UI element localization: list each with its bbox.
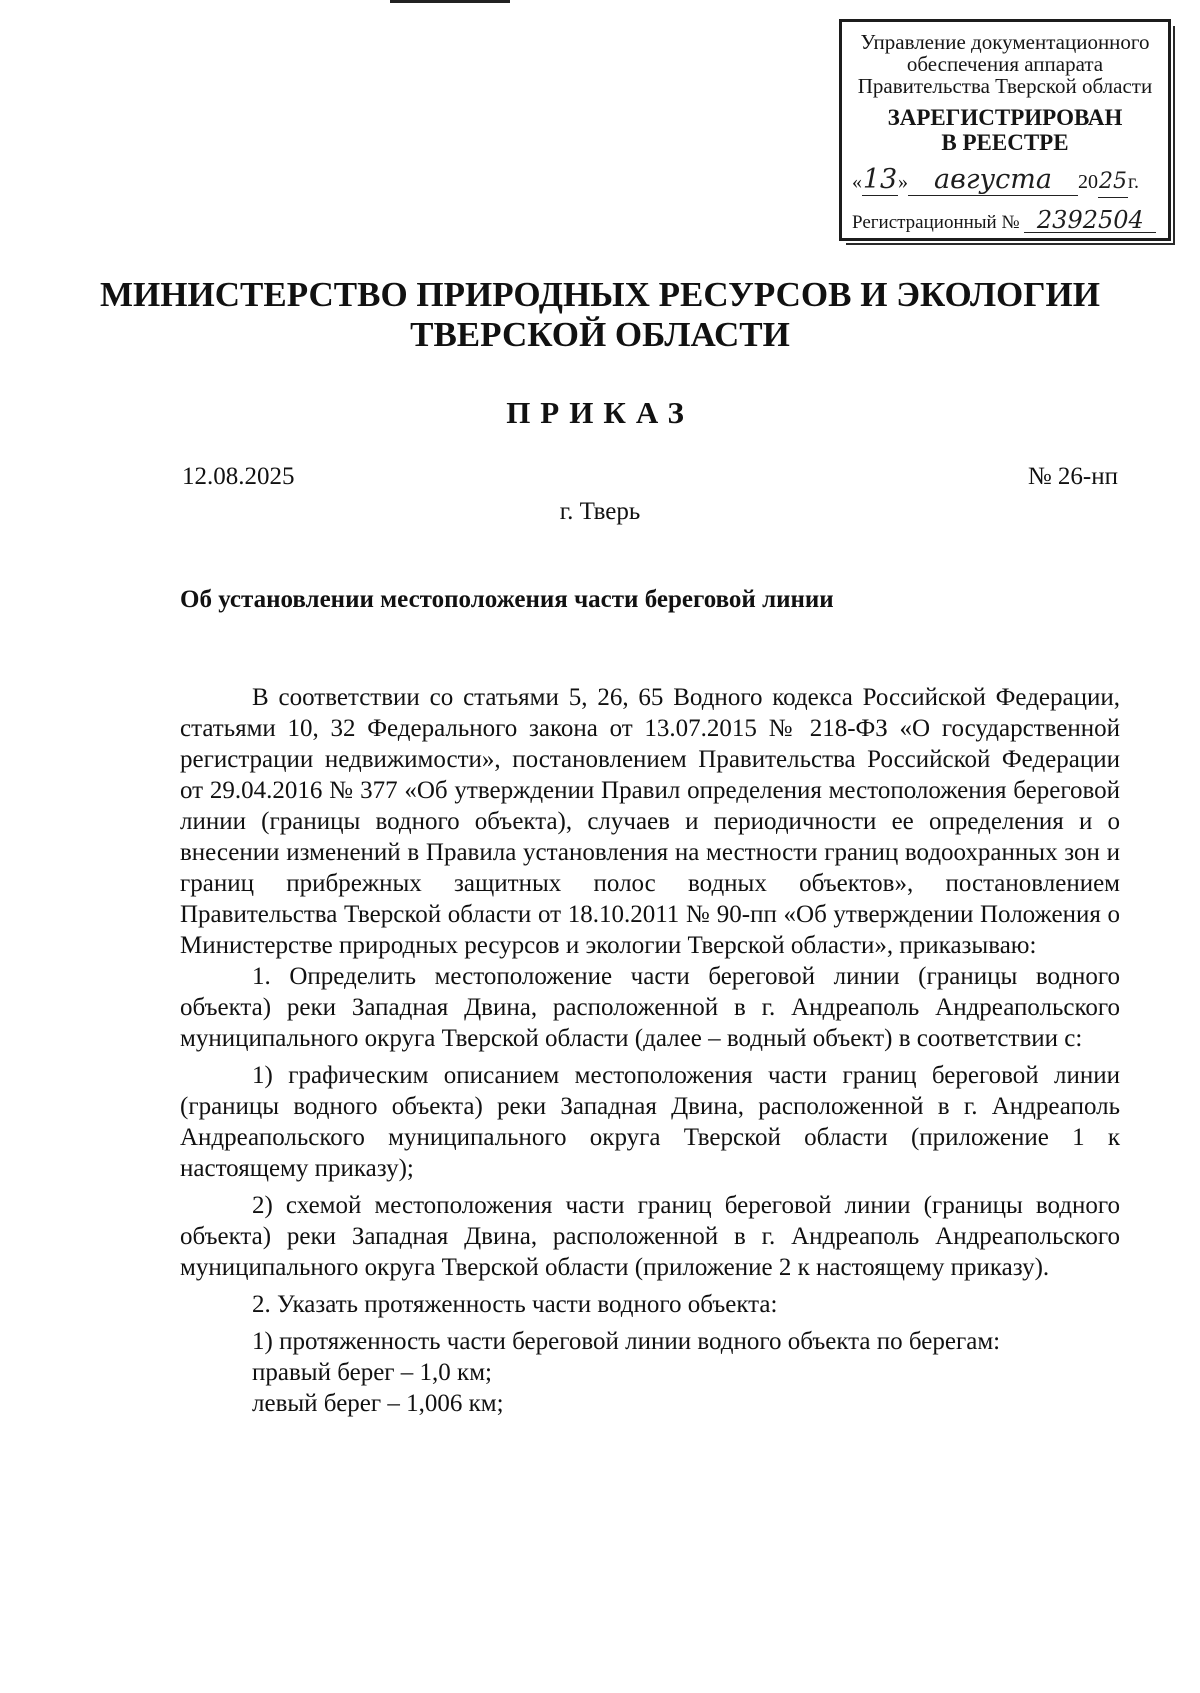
stamp-reg-label: Регистрационный № [852, 212, 1020, 233]
body-paragraph: левый берег – 1,006 км; [252, 1390, 504, 1417]
body-paragraph: 1) протяженность части береговой линии водного объекта по берегам: [252, 1328, 1001, 1355]
stamp-line-2: обеспечения аппарата [906, 52, 1104, 76]
ministry-line-2: ТВЕРСКОЙ ОБЛАСТИ [410, 315, 790, 354]
body-paragraph: 1. Определить местоположение части береговой линии (границы водного объекта) реки Западная Двина, расположенной в г. Андреаполь Андреапольского муниципального округа Тверской области (далее – водный объект) в соответствии с: [180, 963, 1120, 1052]
registration-stamp [839, 19, 1171, 241]
ministry-heading [100, 275, 1100, 355]
stamp-registered-2: В РЕЕСТРЕ [941, 130, 1069, 155]
stamp-registered-1: ЗАРЕГИСТРИРОВАН [887, 105, 1123, 130]
scan-artifact [390, 0, 510, 3]
body-paragraph: 1) графическим описанием местоположения части границ береговой линии (границы водного объекта) реки Западная Двина, расположенной в г. Андреаполь Андреапольского муниципального округа Тверской области (приложение 1 к настоящему приказу); [180, 1062, 1120, 1182]
stamp-date-suffix: г. [1128, 171, 1139, 193]
stamp-date-month: августа [908, 165, 1078, 196]
stamp-reg-number [852, 208, 1167, 234]
order-date: 12.08.2025 [182, 463, 295, 490]
stamp-date: «13» августа 2025г. [852, 165, 1162, 199]
stamp-line-1: Управление документационного [860, 30, 1150, 54]
body-paragraph: В соответствии со статьями 5, 26, 65 Водного кодекса Российской Федерации, статьями 10, 32 Федерального закона от 13.07.2015 № 218-ФЗ «О государственной регистрации недвижимости», постановлением Правительства Российской Федерации от 29.04.2016 № 377 «Об утверждении Правил определения местоположения береговой линии (границы водного объекта), случаев и периодичности ее определения и о внесении изменений в Правила установления на местности границ водоохранных зон и границ прибрежных защитных полос водных объектов», постановлением Правительства Тверской области от 18.10.2011 № 90-пп «Об утверждении Положения о Министерстве природных ресурсов и экологии Тверской области», приказываю: [180, 684, 1120, 959]
stamp-date-year: 25 [1098, 167, 1128, 198]
stamp-date-day: 13 [862, 164, 898, 195]
order-city: г. Тверь [559, 498, 641, 525]
order-subject: Об установлении местоположения части береговой линии [180, 586, 834, 613]
order-number: № 26-нп [1027, 463, 1118, 490]
body-paragraph: 2. Указать протяженность части водного объекта: [252, 1291, 778, 1318]
stamp-date-year-prefix: 20 [1078, 171, 1098, 193]
body-paragraph: 2) схемой местоположения части границ береговой линии (границы водного объекта) реки Западная Двина, расположенной в г. Андреаполь Андреапольского муниципального округа Тверской области (приложение 2 к настоящему приказу). [180, 1192, 1120, 1281]
stamp-line-3: Правительства Тверской области [857, 74, 1153, 98]
body-paragraph: правый берег – 1,0 км; [252, 1359, 492, 1386]
doc-type-title: ПРИКАЗ [506, 395, 694, 430]
ministry-line-1: МИНИСТЕРСТВО ПРИРОДНЫХ РЕСУРСОВ И ЭКОЛОГИИ [100, 275, 1100, 314]
stamp-reg-value: 2392504 [1024, 208, 1156, 233]
order-body [180, 682, 1120, 1419]
